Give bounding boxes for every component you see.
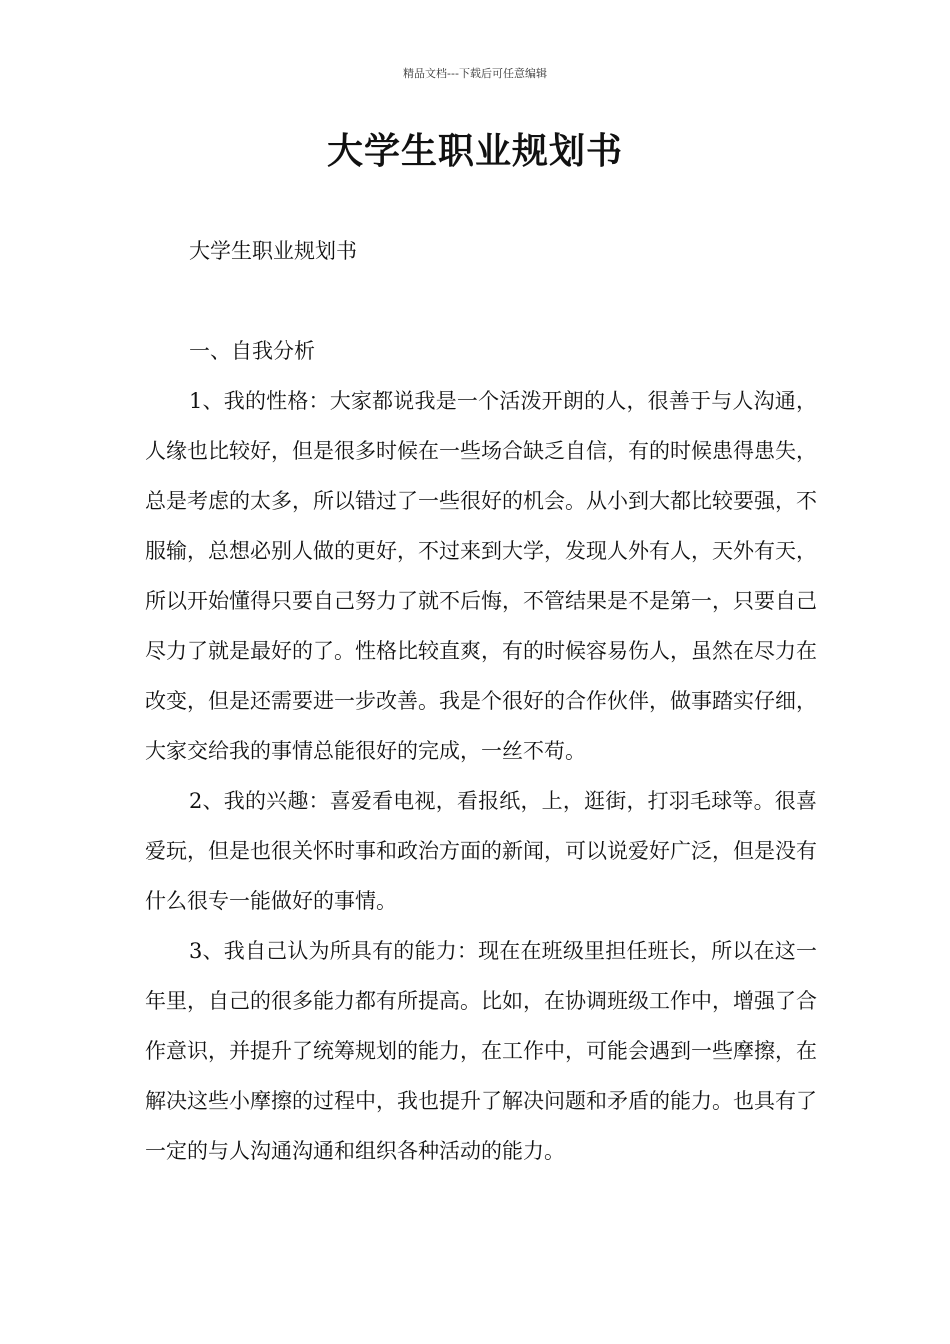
- section-heading: 一、自我分析: [189, 339, 315, 363]
- paragraph-abilities: 3、我自己认为所具有的能力：现在在班级里担任班长，所以在这一年里，自己的很多能力都有所提高。比如，在协调班级工作中，增强了合作意识，并提升了统筹规划的能力，在工作中，可能会遇到一些摩擦，在解决这些小摩擦的过程中，我也提升了解决问题和矛盾的能力。也具有了一定的与人沟通沟通和组织各种活动的能力。: [145, 939, 817, 1163]
- header-note: 精品文档---下载后可任意编辑: [403, 67, 547, 80]
- document-subtitle: 大学生职业规划书: [189, 239, 357, 263]
- document-title: 大学生职业规划书: [326, 131, 623, 172]
- paragraph-personality: 1、我的性格：大家都说我是一个活泼开朗的人，很善于与人沟通，人缘也比较好，但是很多时候在一些场合缺乏自信，有的时候患得患失，总是考虑的太多，所以错过了一些很好的机会。从小到大都比较要强，不服输，总想必别人做的更好，不过来到大学，发现人外有人，天外有天，所以开始懂得只要自己努力了就不后悔，不管结果是不是第一，只要自己尽力了就是最好的了。性格比较直爽，有的时候容易伤人，虽然在尽力在改变，但是还需要进一步改善。我是个很好的合作伙伴，做事踏实仔细，大家交给我的事情总能很好的完成，一丝不苟。: [145, 389, 817, 763]
- document-body: [145, 226, 817, 1176]
- paragraph-interests: 2、我的兴趣：喜爱看电视，看报纸，上，逛街，打羽毛球等。很喜爱玩，但是也很关怀时事和政治方面的新闻，可以说爱好广泛，但是没有什么很专一能做好的事情。: [145, 789, 817, 913]
